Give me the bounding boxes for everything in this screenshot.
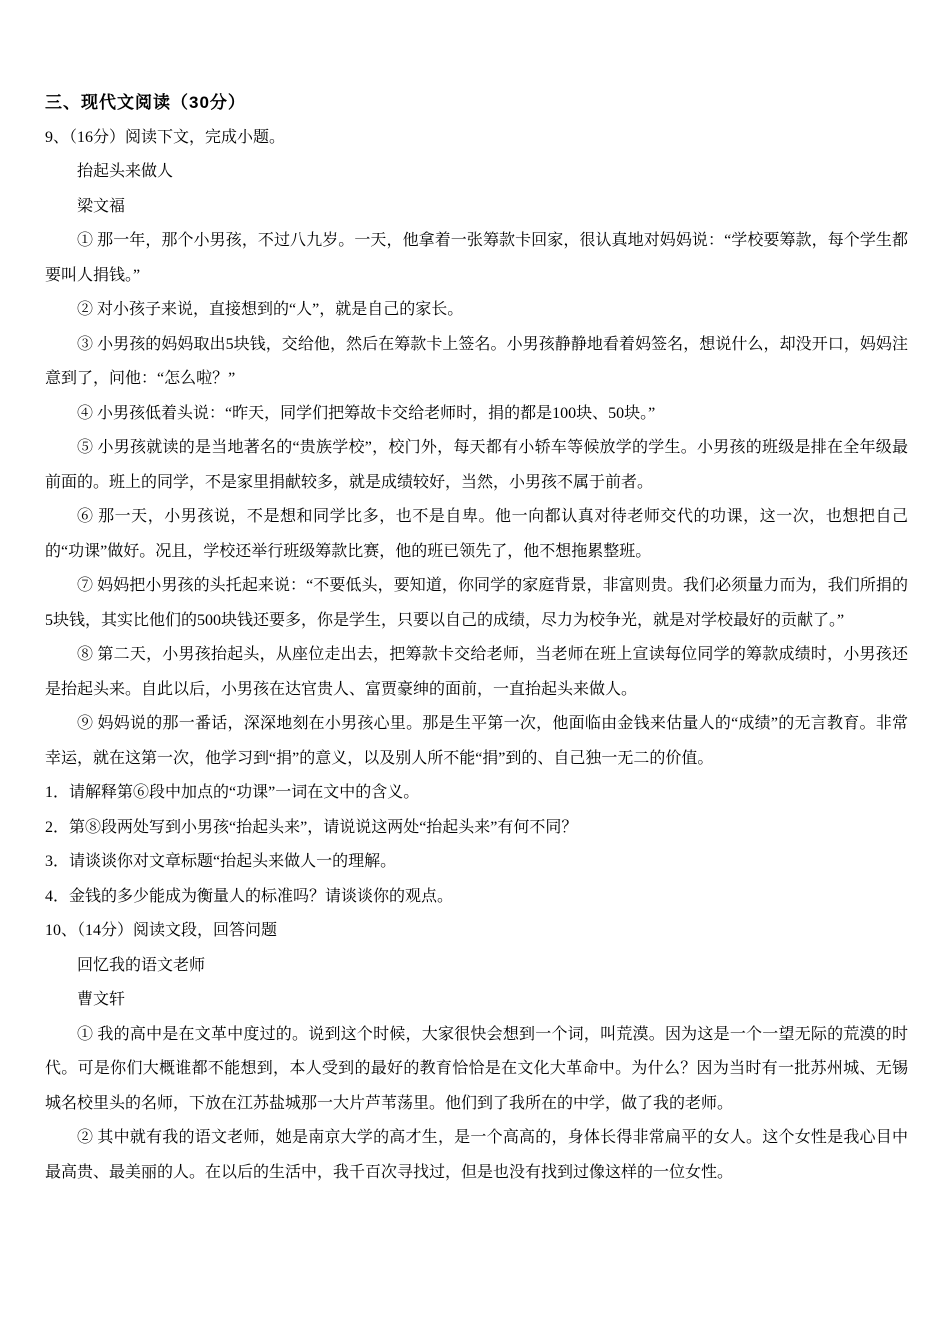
section-header: 三、现代文阅读（30分） [45,93,246,112]
q9-paragraph-1: ① 那一年，那个小男孩，不过八九岁。一天，他拿着一张筹款卡回家，很认真地对妈妈说：“学校要筹款，每个学生都要叫人捐钱。” [45,232,908,284]
question-9-heading: 9、（16分）阅读下文，完成小题。 [45,128,286,146]
q9-passage-author: 梁文福 [77,197,126,215]
q9-paragraph-8: ⑧ 第二天，小男孩抬起头，从座位走出去，把筹款卡交给老师，当老师在班上宣读每位同学的筹款成绩时，小男孩还是抬起头来。自此以后，小男孩在达官贵人、富贾豪绅的面前，一直抬起头来做人。 [45,646,908,698]
q9-paragraph-5: ⑤ 小男孩就读的是当地著名的“贵族学校”，校门外，每天都有小轿车等候放学的学生。小男孩的班级是排在全年级最前面的。班上的同学，不是家里捐献较多，就是成绩较好，当然，小男孩不属于前者。 [45,439,908,491]
q9-paragraph-4: ④ 小男孩低着头说：“昨天，同学们把筹故卡交给老师时，捐的都是100块、50块。” [77,404,656,422]
q9-paragraph-3: ③ 小男孩的妈妈取出5块钱，交给他，然后在筹款卡上签名。小男孩静静地看着妈签名，想说什么，却没开口，妈妈注意到了，问他：“怎么啦？” [45,335,908,387]
q10-passage-author: 曹文轩 [77,991,126,1008]
q9-paragraph-2: ② 对小孩子来说，直接想到的“人”，就是自己的家长。 [77,301,464,318]
q10-paragraph-2: ② 其中就有我的语文老师，她是南京大学的高才生，是一个高高的，身体长得非常扁平的女人。这个女性是我心目中最高贵、最美丽的人。在以后的生活中，我千百次寻找过，但是也没有找到过像这样的一位女性。 [45,1129,908,1181]
q9-subquestion-3: 3．请谈谈你对文章标题“抬起头来做人一的理解。 [45,853,397,870]
q9-paragraph-6: ⑥ 那一天，小男孩说，不是想和同学比多，也不是自卑。他一向都认真对待老师交代的功课，这一次，也想把自己的“功课”做好。况且，学校还举行班级筹款比赛，他的班已领先了，他不想拖累整班。 [45,508,908,560]
q9-passage-title: 抬起头来做人 [77,163,174,180]
q9-paragraph-9: ⑨ 妈妈说的那一番话，深深地刻在小男孩心里。那是生平第一次，他面临由金钱来估量人的“成绩”的无言教育。非常幸运，就在这第一次，他学习到“捐”的意义，以及别人所不能“捐”到的、自己独一无二的价值。 [45,715,908,767]
q9-subquestion-1: 1．请解释第⑥段中加点的“功课”一词在文中的含义。 [45,784,420,801]
question-10-heading: 10、（14分）阅读文段，回答问题 [45,922,278,939]
q9-subquestion-4: 4．金钱的多少能成为衡量人的标准吗？请谈谈你的观点。 [45,887,454,905]
q10-paragraph-1: ① 我的高中是在文革中度过的。说到这个时候，大家很快会想到一个词，叫荒漠。因为这是一个一望无际的荒漠的时代。可是你们大概谁都不能想到，本人受到的最好的教育恰恰是在文化大革命中。为什么？因为当时有一批苏州城、无锡城名校里头的名师，下放在江苏盐城那一大片芦苇荡里。他们到了我所在的中学，做了我的老师。 [45,1025,908,1112]
q9-paragraph-7: ⑦ 妈妈把小男孩的头托起来说：“不要低头，要知道，你同学的家庭背景，非富则贵。我们必须量力而为，我们所捐的5块钱，其实比他们的500块钱还要多，你是学生，只要以自己的成绩，尽力为校争光，就是对学校最好的贡献了。” [45,577,908,629]
q10-passage-title: 回忆我的语文老师 [77,956,206,974]
q9-subquestion-2: 2．第⑧段两处写到小男孩“抬起头来”，请说说这两处“抬起头来”有何不同？ [45,818,578,836]
